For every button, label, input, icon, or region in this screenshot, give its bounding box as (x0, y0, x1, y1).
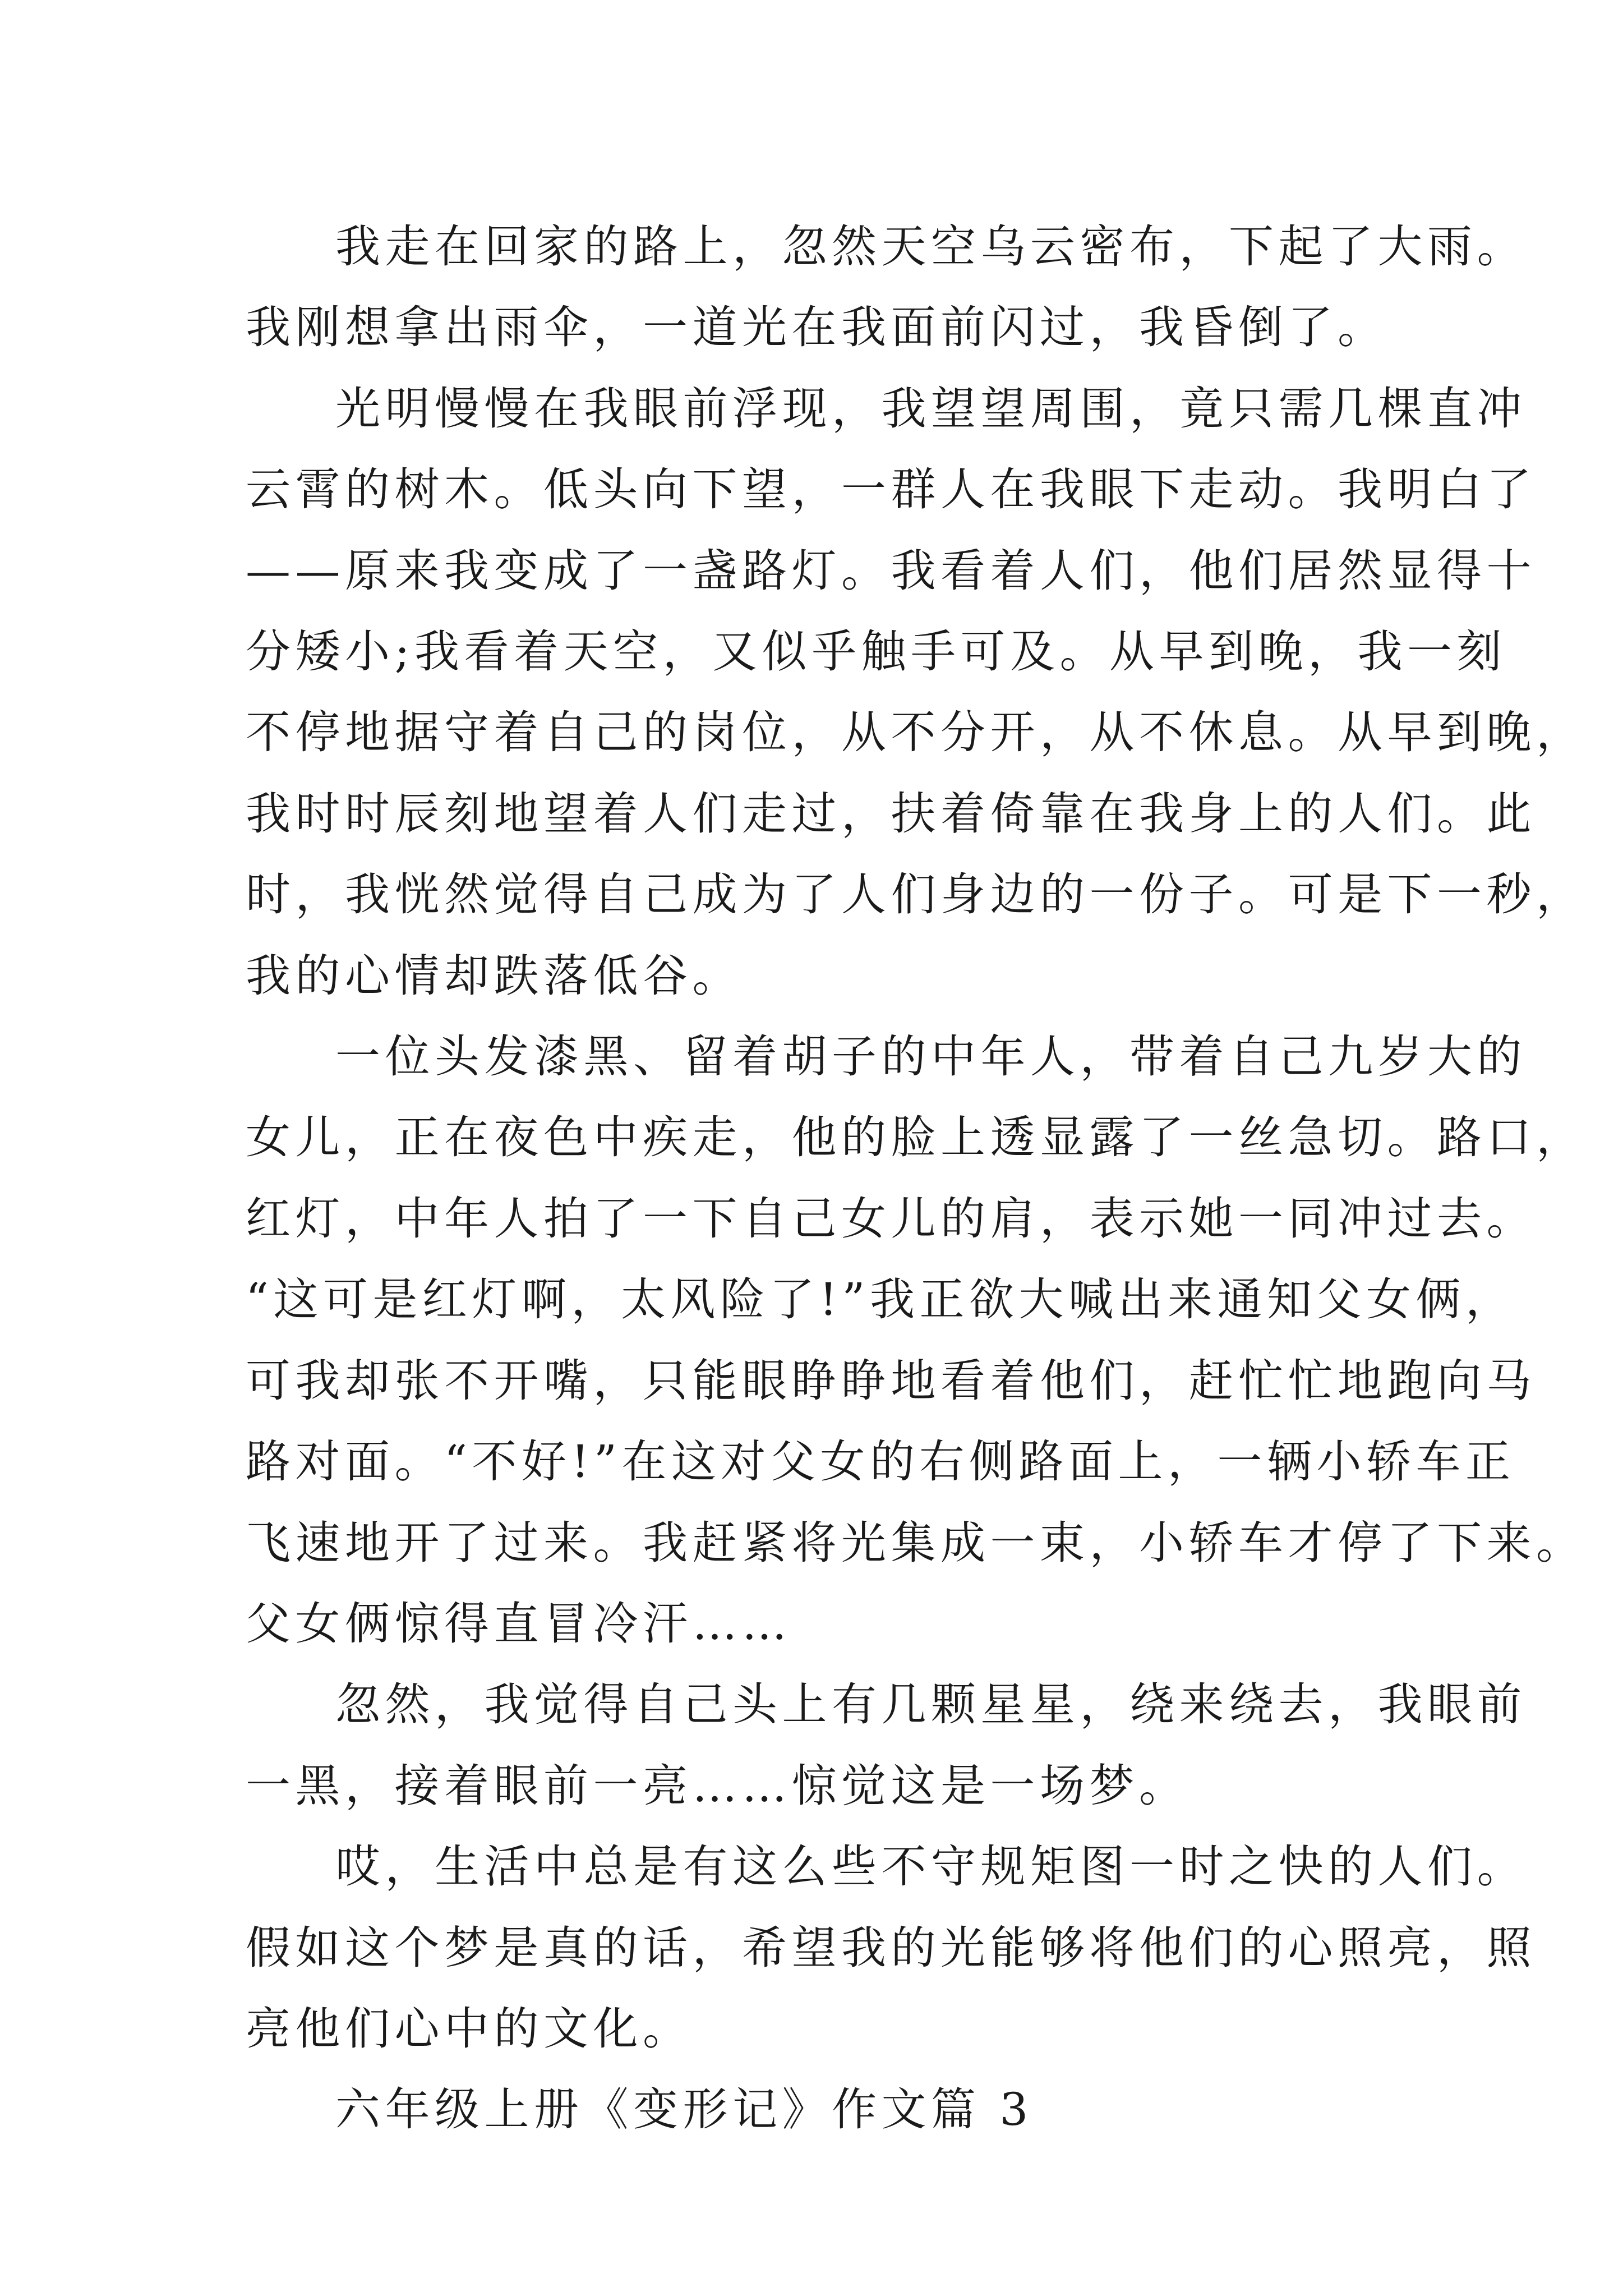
paragraph-line: 光明慢慢在我眼前浮现，我望望周围，竟只需几棵直冲 (335, 382, 1527, 435)
document-body (246, 206, 1586, 2151)
essay-heading: 六年级上册《变形记》作文篇 3 (335, 2083, 1033, 2136)
paragraph-line: ——原来我变成了一盏路灯。我看着人们，他们居然显得十 (246, 544, 1536, 597)
paragraph-line: 我刚想拿出雨伞，一道光在我面前闪过，我昏倒了。 (246, 301, 1387, 354)
paragraph-line: 云霄的树木。低头向下望，一群人在我眼下走动。我明白了 (246, 463, 1536, 516)
paragraph-line: 时，我恍然觉得自己成为了人们身边的一份子。可是下一秒， (246, 868, 1586, 921)
paragraph-4 (246, 1664, 1527, 1826)
paragraph-line: 哎，生活中总是有这么些不守规矩图一时之快的人们。 (335, 1841, 1527, 1893)
paragraph-line: 女儿，正在夜色中疾走，他的脸上透显露了一丝急切。路口， (246, 1111, 1586, 1164)
paragraph-line: 不停地据守着自己的岗位，从不分开，从不休息。从早到晚， (246, 706, 1586, 759)
paragraph-line: 父女俩惊得直冒冷汗…… (246, 1597, 792, 1650)
paragraph-line: 路对面。“不好!”在这对父女的右侧路面上，一辆小轿车正 (246, 1435, 1515, 1488)
paragraph-3 (246, 1016, 1586, 1664)
paragraph-line: 我的心情却跌落低谷。 (246, 949, 742, 1002)
paragraph-line: 分矮小;我看着天空，又似乎触手可及。从早到晚，我一刻 (246, 625, 1506, 678)
paragraph-2 (246, 369, 1586, 1016)
paragraph-line: “这可是红灯啊，太风险了!”我正欲大喊出来通知父女俩， (246, 1273, 1515, 1326)
paragraph-line: 假如这个梦是真的话，希望我的光能够将他们的心照亮，照 (246, 1921, 1536, 1974)
paragraph-line: 一黑，接着眼前一亮……惊觉这是一场梦。 (246, 1759, 1189, 1812)
paragraph-line: 一位头发漆黑、留着胡子的中年人，带着自己九岁大的 (335, 1030, 1527, 1083)
paragraph-line: 可我却张不开嘴，只能眼睁睁地看着他们，赶忙忙地跑向马 (246, 1354, 1536, 1407)
paragraph-line: 忽然，我觉得自己头上有几颗星星，绕来绕去，我眼前 (335, 1678, 1527, 1731)
paragraph-line: 我走在回家的路上，忽然天空乌云密布，下起了大雨。 (335, 220, 1527, 273)
paragraph-1 (246, 206, 1527, 369)
paragraph-line: 我时时辰刻地望着人们走过，扶着倚靠在我身上的人们。此 (246, 787, 1536, 840)
paragraph-line: 红灯，中年人拍了一下自己女儿的肩，表示她一同冲过去。 (246, 1192, 1536, 1245)
paragraph-line: 飞速地开了过来。我赶紧将光集成一束，小轿车才停了下来。 (246, 1516, 1586, 1569)
paragraph-line: 亮他们心中的文化。 (246, 2002, 693, 2055)
paragraph-5 (246, 1826, 1536, 2069)
